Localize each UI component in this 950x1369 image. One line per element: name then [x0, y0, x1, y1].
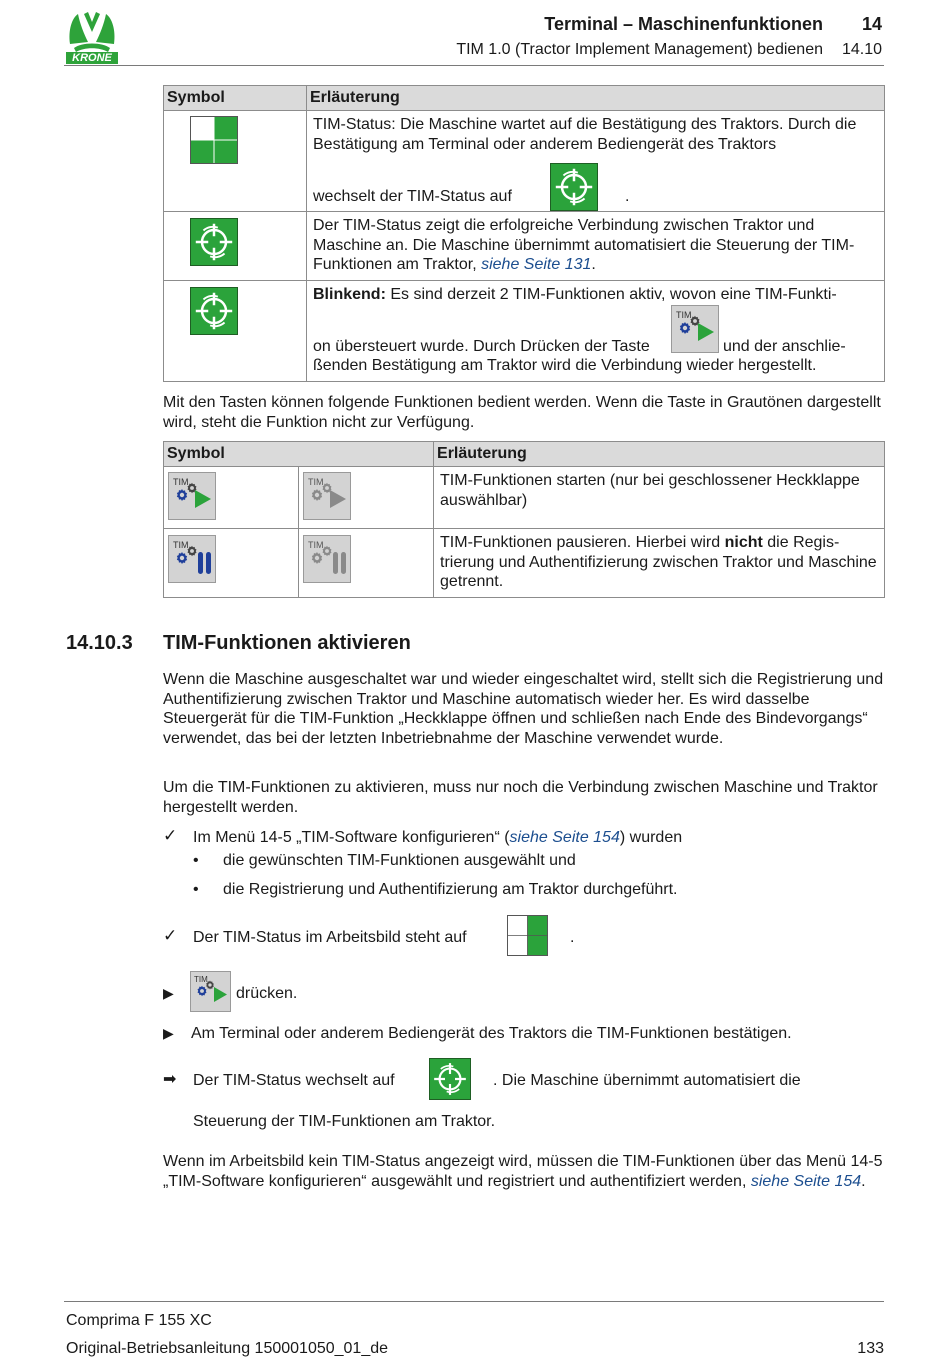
- row-text: on übersteuert wurde. Durch Drücken der Taste: [313, 338, 650, 355]
- chapter-title: Terminal – Maschinenfunktionen: [544, 14, 823, 34]
- tim-start-key-disabled-icon: [303, 472, 351, 520]
- section-heading-number: 14.10.3: [66, 632, 133, 654]
- row-text: ßenden Bestätigung am Traktor wird die Verbindung wieder hergestellt.: [313, 357, 817, 374]
- tim-status-active-icon: [550, 163, 598, 211]
- tim-key-label: TIM: [173, 477, 189, 487]
- bold-label: Blinkend:: [313, 286, 386, 303]
- explanation-cell: [307, 281, 885, 382]
- tim-key-label: TIM: [173, 540, 189, 550]
- tim-keys-table: [163, 441, 885, 598]
- page-link[interactable]: siehe Seite 154: [509, 829, 620, 846]
- tim-pause-key-disabled-icon: [303, 535, 351, 583]
- symbol-cell: [164, 212, 307, 281]
- step-text: Am Terminal oder anderem Bediengerät des Traktors die TIM-Funktionen bestätigen.: [191, 1025, 792, 1042]
- result-text: Steuerung der TIM-Funktionen am Traktor.: [193, 1113, 496, 1130]
- footer-model: Comprima F 155 XC: [66, 1312, 212, 1329]
- paragraph: Um die TIM-Funktionen zu aktivieren, muss nur noch die Verbindung zwischen Maschine und Traktor hergestellt werden.: [163, 779, 878, 816]
- symbol-cell: [164, 529, 299, 598]
- step-arrow-icon: ▶: [163, 985, 174, 1001]
- tim-key-label: TIM: [676, 310, 692, 320]
- precondition-part: ) wurden: [619, 829, 683, 846]
- logo-text: KRONE: [66, 52, 118, 64]
- row-text: und der anschlie-: [723, 338, 846, 355]
- row-text: TIM-Funktionen starten (nur bei geschlossener Heckklappe auswählbar): [440, 472, 860, 509]
- tim-status-active-icon: [429, 1058, 471, 1100]
- result-arrow-icon: ➡: [163, 1071, 177, 1088]
- tim-key-label: TIM: [308, 540, 324, 550]
- symbol-cell: [299, 467, 434, 529]
- tim-status-waiting-icon: [190, 116, 238, 164]
- row-text: TIM-Funktionen pausieren. Hierbei wird: [440, 534, 721, 551]
- result-text: . Die Maschine übernimmt automatisiert die: [493, 1072, 801, 1089]
- row-text: die Registrierung und Authentifizierung zwischen Traktor und Maschine getrennt.: [440, 534, 877, 590]
- footer-divider: [64, 1301, 884, 1302]
- page-link[interactable]: siehe Seite 154: [750, 1172, 862, 1190]
- table-header-symbol: Symbol: [164, 86, 307, 111]
- page-link[interactable]: siehe Seite 131: [481, 256, 592, 273]
- tim-status-active-icon: [190, 218, 238, 266]
- step-arrow-icon: ▶: [163, 1025, 174, 1041]
- tim-start-key-icon[interactable]: [190, 971, 231, 1012]
- bullet-icon: •: [193, 881, 199, 898]
- row-text: Der TIM-Status zeigt die erfolgreiche Verbindung zwischen Traktor und Maschine an. Die Maschine übernimmt automatisiert die Steuerung der TIM-Funktionen am Traktor,: [313, 217, 855, 273]
- paragraph: Wenn die Maschine ausgeschaltet war und wieder eingeschaltet wird, stellt sich die Registrierung und Authentifizierung zwischen Traktor und Maschine automatisch wieder her. Es wird dasselbe Steuergerät für die TIM-Funktion „Heckklappe öffnen und schließen nach Ende des Bindevorgangs“ verwendet, das bei der letzten Inbetriebnahme der Maschine verwendet wurde.: [163, 671, 884, 747]
- symbol-cell: [299, 529, 434, 598]
- explanation-cell: [434, 529, 885, 598]
- tim-status-blinking-icon: [190, 287, 238, 335]
- explanation-cell: [307, 212, 885, 281]
- explanation-cell: [434, 467, 885, 529]
- checkmark-icon: ✓: [163, 826, 178, 845]
- paragraph: [163, 1152, 885, 1191]
- row-text: wechselt der TIM-Status auf: [313, 188, 512, 205]
- row-text: .: [625, 188, 630, 205]
- table-header-explanation: Erläuterung: [434, 442, 885, 467]
- tim-key-label: TIM: [308, 477, 324, 487]
- paragraph-text: Wenn im Arbeitsbild kein TIM-Status angezeigt wird, müssen die TIM-Funktionen über das Menü 14-5 „TIM-Software konfigurieren“ ausgewählt und registriert und authentifiziert werden,: [163, 1153, 883, 1190]
- bullet-text: die gewünschten TIM-Funktionen ausgewählt und: [223, 852, 576, 869]
- tim-start-key-icon: [671, 305, 719, 353]
- section-title: TIM 1.0 (Tractor Implement Management) bedienen: [456, 41, 823, 58]
- header-divider: [64, 65, 884, 66]
- section-number: 14.10: [841, 41, 882, 58]
- tim-pause-key-icon: [168, 535, 216, 583]
- chapter-number: 14: [861, 14, 882, 34]
- checkmark-icon: ✓: [163, 926, 178, 945]
- symbol-cell: [164, 111, 307, 212]
- row-text: TIM-Status: Die Maschine wartet auf die Bestätigung des Traktors. Durch die Bestätigung am Terminal oder anderem Bediengerät des Traktors: [313, 116, 857, 153]
- row-text: Es sind derzeit 2 TIM-Funktionen aktiv, wovon eine TIM-Funkti-: [390, 286, 837, 303]
- tim-status-waiting-icon: [507, 915, 548, 956]
- bold-word: nicht: [724, 534, 763, 551]
- tim-status-table: [163, 85, 885, 382]
- section-heading: TIM-Funktionen aktivieren: [163, 632, 411, 654]
- page-number: 133: [857, 1340, 884, 1357]
- tim-key-label: TIM: [194, 975, 208, 984]
- row-text: .: [591, 256, 596, 273]
- bullet-icon: •: [193, 852, 199, 869]
- table-header-symbol: Symbol: [164, 442, 434, 467]
- table-header-explanation: Erläuterung: [307, 86, 885, 111]
- intro-paragraph: Mit den Tasten können folgende Funktionen bedient werden. Wenn die Taste in Grautönen dargestellt wird, steht die Funktion nicht zur Verfügung.: [163, 394, 881, 431]
- precondition-part: Im Menü 14-5 „TIM-Software konfigurieren“ (: [193, 829, 510, 846]
- precondition-text: [193, 828, 682, 848]
- explanation-cell: [307, 111, 885, 212]
- krone-logo: [64, 10, 120, 66]
- symbol-cell: [164, 281, 307, 382]
- bullet-text: die Registrierung und Authentifizierung am Traktor durchgeführt.: [223, 881, 678, 898]
- result-text: Der TIM-Status wechselt auf: [193, 1072, 395, 1089]
- footer-document: Original-Betriebsanleitung 150001050_01_de: [66, 1340, 389, 1357]
- precondition-text: Der TIM-Status im Arbeitsbild steht auf: [193, 929, 467, 946]
- precondition-text: .: [570, 929, 575, 946]
- step-text: drücken.: [236, 985, 298, 1002]
- tim-start-key-icon: [168, 472, 216, 520]
- paragraph-text: .: [861, 1172, 866, 1190]
- symbol-cell: [164, 467, 299, 529]
